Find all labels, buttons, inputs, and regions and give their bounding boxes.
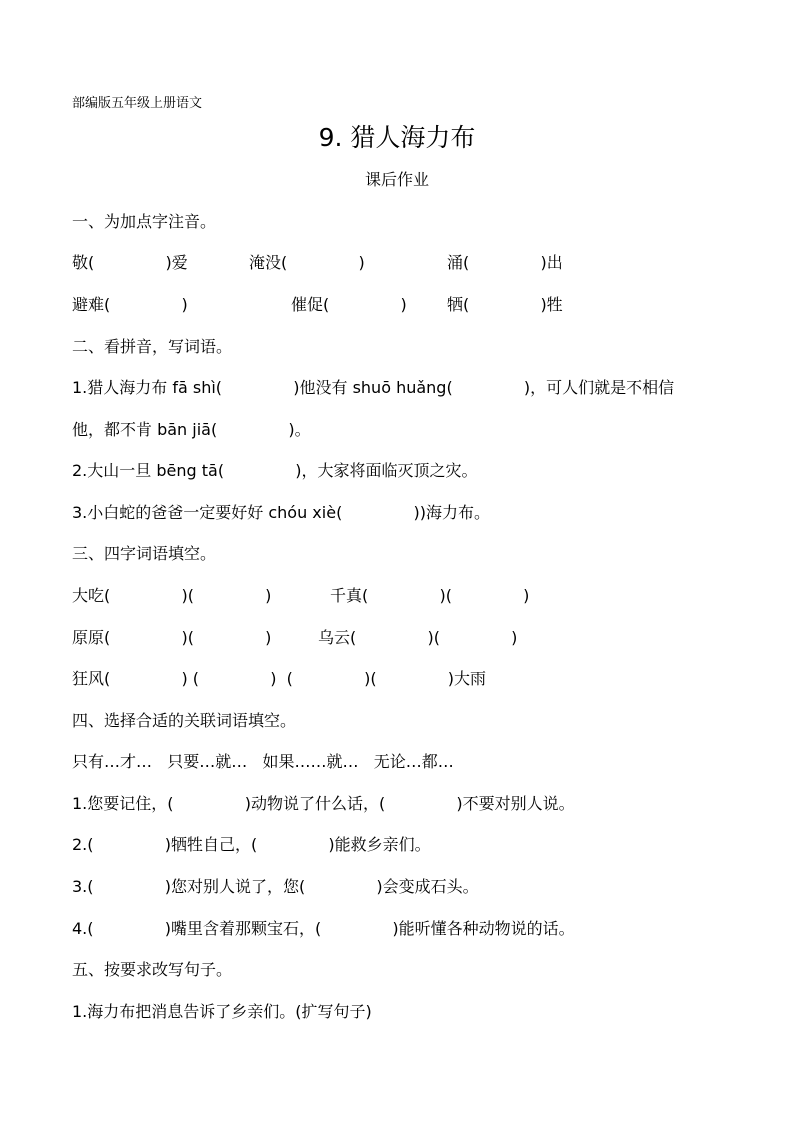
s4-q1: 1.您要记住，( )动物说了什么话，( )不要对别人说。 bbox=[72, 794, 575, 813]
section1-heading: 一、为加点字注音。 bbox=[72, 212, 217, 231]
s5-q1: 1.海力布把消息告诉了乡亲们。(扩写句子) bbox=[72, 1002, 372, 1021]
s1-row2-item3: 牺( )牲 bbox=[447, 295, 563, 314]
s3-row1-item2: 千真( )( ) bbox=[330, 586, 530, 605]
s2-q3: 3.小白蛇的爸爸一定要好好 chóu xiè( ))海力布。 bbox=[72, 503, 490, 522]
section5-heading: 五、按要求改写句子。 bbox=[72, 960, 233, 979]
s4-options: 只有…才… 只要…就… 如果……就… 无论…都… bbox=[72, 752, 454, 771]
s1-row1-item3: 涌( )出 bbox=[447, 253, 563, 272]
s3-row2-item2: 乌云( )( ) bbox=[318, 628, 518, 647]
s2-q1-line1: 1.猎人海力布 fā shì( )他没有 shuō huǎng( )，可人们就是不相信 bbox=[72, 378, 675, 397]
page-title: 9. 猎人海力布 bbox=[318, 123, 476, 152]
s3-row1-item1: 大吃( )( ) bbox=[72, 586, 272, 605]
section2-heading: 二、看拼音，写词语。 bbox=[72, 337, 233, 356]
page-subtitle: 课后作业 bbox=[364, 170, 429, 189]
s1-row1-item2: 淹没( ) bbox=[249, 253, 365, 272]
s3-row2-item1: 原原( )( ) bbox=[72, 628, 272, 647]
grade-label: 部编版五年级上册语文 bbox=[72, 96, 203, 111]
s4-q3: 3.( )您对别人说了，您( )会变成石头。 bbox=[72, 877, 479, 896]
section3-heading: 三、四字词语填空。 bbox=[72, 544, 217, 563]
s2-q1-line2: 他，都不肯 bān jiā( )。 bbox=[72, 420, 311, 439]
s3-row3: 狂风( ) ( ) ( )( )大雨 bbox=[72, 669, 487, 688]
s1-row1-item1: 敬( )爱 bbox=[72, 253, 188, 272]
s4-q2: 2.( )牺牲自己，( )能救乡亲们。 bbox=[72, 835, 431, 854]
section4-heading: 四、选择合适的关联词语填空。 bbox=[72, 711, 297, 730]
s2-q2: 2.大山一旦 bēng tā( )，大家将面临灭顶之灾。 bbox=[72, 461, 478, 480]
s4-q4: 4.( )嘴里含着那颗宝石，( )能听懂各种动物说的话。 bbox=[72, 919, 575, 938]
s1-row2-item2: 催促( ) bbox=[291, 295, 407, 314]
s1-row2-item1: 避难( ) bbox=[72, 295, 188, 314]
